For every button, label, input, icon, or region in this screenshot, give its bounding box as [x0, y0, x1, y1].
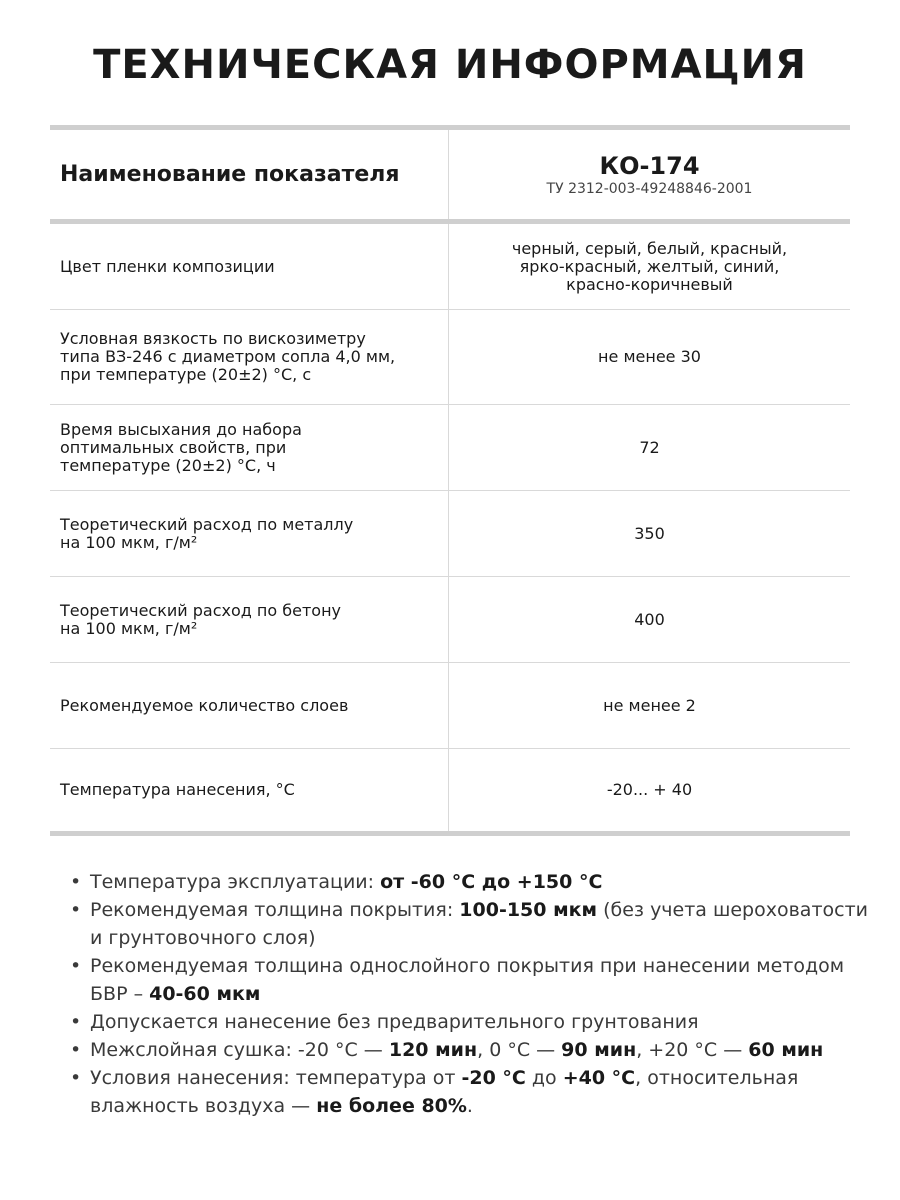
note-text: , +20 °С —: [636, 1039, 749, 1061]
row-value: -20... + 40: [606, 780, 693, 799]
note-text: Температура эксплуатации:: [90, 871, 381, 893]
note-highlight: 100-150 мкм: [459, 899, 598, 921]
note-highlight: 90 мин: [561, 1039, 637, 1061]
table-row: [50, 749, 850, 831]
list-item: [68, 896, 868, 952]
header-label: Наименование показателя: [50, 130, 449, 219]
table-header-row: [50, 130, 850, 224]
note-text: Рекомендуемая толщина покрытия:: [90, 899, 460, 921]
row-label: Теоретический расход по бетону на 100 мкм, г/м²: [50, 577, 449, 662]
product-spec: ТУ 2312-003-49248846-2001: [546, 180, 753, 197]
list-item: [68, 1064, 868, 1120]
note-text: Условия нанесения: температура от: [90, 1067, 462, 1089]
note-text: до: [525, 1067, 563, 1089]
table-row: [50, 310, 850, 405]
product-header: [449, 130, 850, 219]
notes-list: [68, 868, 868, 1120]
page-title: ТЕХНИЧЕСКАЯ ИНФОРМАЦИЯ: [93, 42, 807, 88]
table-row: [50, 224, 850, 310]
list-item: [68, 868, 868, 896]
row-label: Теоретический расход по металлу на 100 мкм, г/м²: [50, 491, 449, 576]
table-row: [50, 405, 850, 491]
note-text: , 0 °С —: [477, 1039, 562, 1061]
note-highlight: от -60 °С до +150 °С: [380, 871, 603, 893]
note-text: Межслойная сушка: -20 °С —: [90, 1039, 389, 1061]
spec-table: [50, 125, 850, 836]
note-text: Допускается нанесение без предварительного грунтования: [90, 1011, 699, 1033]
row-value: черный, серый, белый, красный, ярко-красный, желтый, синий, красно-коричневый: [511, 238, 788, 294]
table-row: [50, 491, 850, 577]
note-highlight: -20 °С: [461, 1067, 526, 1089]
row-value: 350: [634, 523, 665, 543]
list-item: [68, 952, 868, 1008]
table-row: [50, 577, 850, 663]
row-label: Цвет пленки композиции: [50, 224, 449, 309]
note-text: (без учета шероховатости и грунтовочного слоя): [90, 899, 868, 949]
note-highlight: не более 80%: [316, 1095, 467, 1117]
row-value: не менее 2: [603, 695, 696, 715]
note-text: .: [466, 1095, 473, 1117]
note-text: , относительная влажность воздуха —: [90, 1067, 799, 1117]
row-label: Рекомендуемое количество слоев: [50, 663, 449, 748]
product-name: КО-174: [599, 151, 700, 180]
row-value: 400: [634, 609, 665, 629]
note-highlight: 60 мин: [748, 1039, 824, 1061]
row-label: Время высыхания до набора оптимальных свойств, при температуре (20±2) °С, ч: [50, 405, 449, 490]
note-text: Рекомендуемая толщина однослойного покрытия при нанесении методом БВР –: [90, 955, 845, 1005]
note-highlight: 40-60 мкм: [149, 983, 261, 1005]
row-value: 72: [639, 437, 660, 457]
note-highlight: +40 °С: [562, 1067, 636, 1089]
table-row: [50, 663, 850, 749]
list-item: [68, 1008, 868, 1036]
note-highlight: 120 мин: [388, 1039, 478, 1061]
row-value: не менее 30: [598, 347, 701, 366]
list-item: [68, 1036, 868, 1064]
row-label: Температура нанесения, °С: [50, 749, 449, 831]
row-label: Условная вязкость по вискозиметру типа ВЗ-246 с диаметром сопла 4,0 мм, при температуре (20±2) °С, с: [50, 310, 449, 404]
